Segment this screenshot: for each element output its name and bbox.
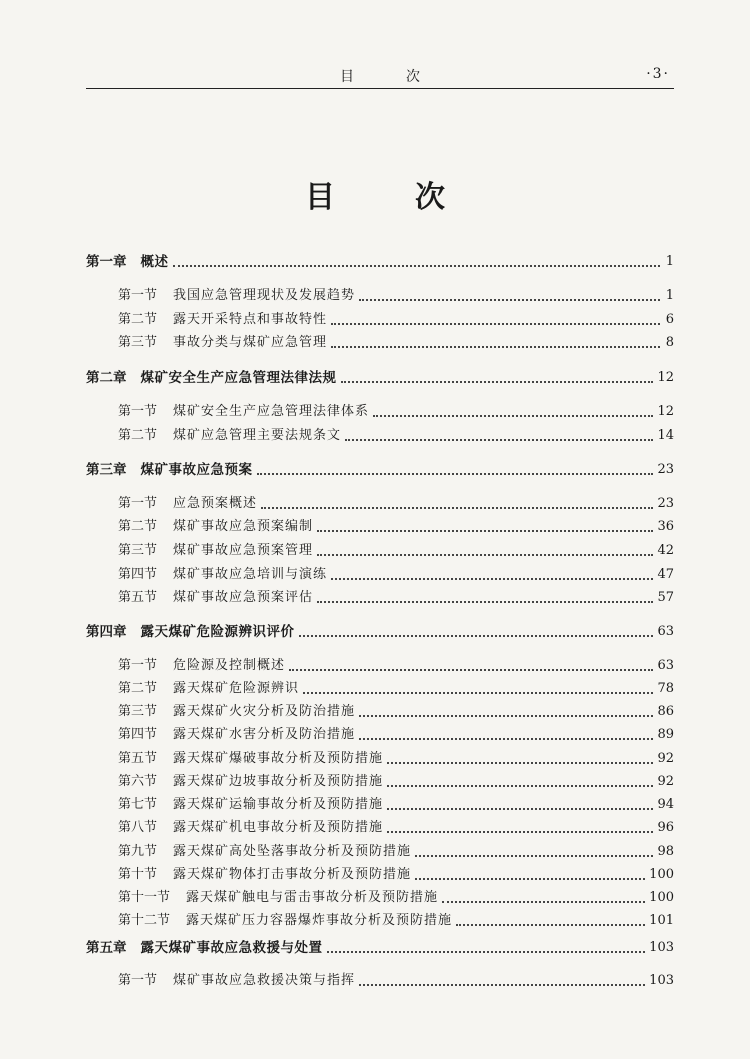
toc-entry-label: 第四节: [118, 727, 158, 742]
toc-entry-page: 14: [657, 428, 674, 443]
toc-entry-label: 第十二节: [118, 913, 171, 928]
dot-leader: [289, 669, 653, 671]
toc-section-entry: [86, 310, 674, 330]
toc-entry-page: 96: [657, 820, 674, 835]
toc-entry-label: 第三节: [118, 543, 158, 558]
toc-entry-title: 露天煤矿触电与雷击事故分析及预防措施: [186, 890, 439, 905]
toc-section-entry: [86, 971, 674, 991]
dot-leader: [415, 855, 653, 857]
toc-section-entry: [86, 286, 674, 306]
toc-section-entry: [86, 725, 674, 745]
toc-entry-label: 第四章: [86, 624, 127, 640]
dot-leader: [317, 554, 653, 556]
toc-entry-label: 第三章: [86, 462, 127, 478]
toc-entry-page: 78: [657, 681, 674, 696]
toc-entry-title: 露天煤矿高处坠落事故分析及预防措施: [173, 844, 412, 859]
dot-leader: [317, 530, 653, 532]
toc-entry-title: 煤矿事故应急预案编制: [173, 519, 314, 534]
toc-entry-label: 第二章: [86, 370, 127, 386]
toc-entry-page: 92: [657, 751, 674, 766]
toc-entry-page: 12: [657, 404, 674, 419]
toc-entry-label: 第十一节: [118, 890, 171, 905]
toc-entry-page: 12: [657, 370, 674, 385]
toc-entry-page: 63: [657, 624, 674, 639]
toc-entry-label: 第一节: [118, 973, 158, 988]
toc-entry-page: 57: [657, 590, 674, 605]
toc-entry-title: 露天煤矿事故应急救援与处置: [140, 940, 323, 956]
toc-entry-label: 第九节: [118, 844, 158, 859]
dot-leader: [387, 785, 653, 787]
toc-entry-page: 98: [657, 844, 674, 859]
toc-entry-title: 露天煤矿边坡事故分析及预防措施: [173, 774, 384, 789]
toc-entry-title: 露天开采特点和事故特性: [173, 312, 328, 327]
toc-entry-title: 应急预案概述: [173, 496, 258, 511]
toc-entry-label: 第六节: [118, 774, 158, 789]
dot-leader: [387, 831, 653, 833]
toc-entry-title: 煤矿事故应急救援决策与指挥: [173, 973, 356, 988]
toc-entry-page: 100: [649, 867, 674, 882]
toc-entry-title: 煤矿事故应急预案评估: [173, 590, 314, 605]
toc-entry-page: 101: [649, 913, 674, 928]
toc-entry-label: 第五章: [86, 940, 127, 956]
toc-chapter-entry: [86, 252, 674, 272]
header-page-number: ·3·: [646, 66, 670, 82]
toc-entry-title: 煤矿应急管理主要法规条文: [173, 428, 342, 443]
toc-entry-title: 我国应急管理现状及发展趋势: [173, 288, 356, 303]
toc-entry-title: 危险源及控制概述: [173, 658, 286, 673]
toc-entry-label: 第一节: [118, 658, 158, 673]
toc-entry-page: 1: [665, 288, 674, 303]
toc-chapter-entry: [86, 938, 674, 958]
dot-leader: [359, 738, 653, 740]
toc-chapter-entry: [86, 368, 674, 388]
toc-entry-page: 8: [665, 335, 674, 350]
toc-section-entry: [86, 842, 674, 862]
toc-section-entry: [86, 888, 674, 908]
dot-leader: [387, 808, 653, 810]
toc-section-entry: [86, 818, 674, 838]
toc-entry-label: 第五节: [118, 751, 158, 766]
toc-entry-title: 煤矿事故应急培训与演练: [173, 567, 328, 582]
toc-entry-title: 煤矿安全生产应急管理法律法规: [140, 370, 337, 386]
toc-section-entry: [86, 702, 674, 722]
dot-leader: [257, 473, 654, 475]
toc-entry-page: 23: [657, 496, 674, 511]
toc-entry-page: 36: [657, 519, 674, 534]
toc-entry-label: 第三节: [118, 335, 158, 350]
toc-section-entry: [86, 588, 674, 608]
dot-leader: [387, 762, 653, 764]
toc-entry-label: 第七节: [118, 797, 158, 812]
dot-leader: [442, 901, 645, 903]
toc-section-entry: [86, 911, 674, 931]
toc-entry-label: 第二节: [118, 681, 158, 696]
toc-entry-page: 86: [657, 704, 674, 719]
toc-entry-page: 6: [665, 312, 674, 327]
toc-entry-title: 露天煤矿爆破事故分析及预防措施: [173, 751, 384, 766]
toc-entry-page: 92: [657, 774, 674, 789]
dot-leader: [359, 299, 660, 301]
toc-entry-label: 第二节: [118, 312, 158, 327]
dot-leader: [456, 924, 645, 926]
dot-leader: [341, 381, 654, 383]
dot-leader: [331, 578, 653, 580]
dot-leader: [173, 265, 661, 267]
toc-section-entry: [86, 679, 674, 699]
toc-entry-page: 23: [657, 462, 674, 477]
toc-section-entry: [86, 865, 674, 885]
toc-entry-page: 103: [649, 940, 674, 955]
toc-entry-title: 露天煤矿压力容器爆炸事故分析及预防措施: [186, 913, 453, 928]
dot-leader: [331, 346, 660, 348]
dot-leader: [299, 635, 654, 637]
toc-entry-title: 煤矿事故应急预案管理: [173, 543, 314, 558]
dot-leader: [303, 692, 653, 694]
toc-section-entry: [86, 565, 674, 585]
toc-entry-label: 第三节: [118, 704, 158, 719]
toc-entry-page: 100: [649, 890, 674, 905]
toc-section-entry: [86, 426, 674, 446]
toc-entry-label: 第二节: [118, 519, 158, 534]
toc-chapter-entry: [86, 460, 674, 480]
dot-leader: [317, 601, 653, 603]
dot-leader: [415, 878, 645, 880]
toc-section-entry: [86, 494, 674, 514]
page-title: 目次: [305, 180, 525, 215]
toc-entry-label: 第四节: [118, 567, 158, 582]
toc-section-entry: [86, 749, 674, 769]
toc-entry-label: 第一章: [86, 254, 127, 270]
toc-entry-label: 第十节: [118, 867, 158, 882]
toc-chapter-entry: [86, 622, 674, 642]
running-header: [86, 62, 674, 89]
toc-entry-title: 露天煤矿运输事故分析及预防措施: [173, 797, 384, 812]
toc-entry-label: 第五节: [118, 590, 158, 605]
toc-section-entry: [86, 795, 674, 815]
toc-entry-title: 露天煤矿物体打击事故分析及预防措施: [173, 867, 412, 882]
toc-section-entry: [86, 402, 674, 422]
dot-leader: [327, 951, 646, 953]
toc-section-entry: [86, 333, 674, 353]
toc-entry-title: 概述: [140, 254, 169, 270]
toc-entry-title: 露天煤矿机电事故分析及预防措施: [173, 820, 384, 835]
toc-entry-title: 露天煤矿危险源辨识评价: [140, 624, 295, 640]
toc-entry-label: 第一节: [118, 404, 158, 419]
toc-entry-page: 94: [657, 797, 674, 812]
toc-entry-page: 1: [665, 254, 674, 269]
toc-section-entry: [86, 517, 674, 537]
toc-entry-title: 露天煤矿水害分析及防治措施: [173, 727, 356, 742]
toc-entry-title: 煤矿事故应急预案: [140, 462, 253, 478]
toc-entry-label: 第一节: [118, 496, 158, 511]
toc-entry-page: 103: [649, 973, 674, 988]
dot-leader: [331, 323, 660, 325]
dot-leader: [261, 507, 653, 509]
toc-section-entry: [86, 656, 674, 676]
dot-leader: [359, 715, 653, 717]
toc-entry-page: 47: [657, 567, 674, 582]
toc-entry-label: 第八节: [118, 820, 158, 835]
toc-entry-page: 42: [657, 543, 674, 558]
toc-entry-title: 露天煤矿危险源辨识: [173, 681, 300, 696]
toc-section-entry: [86, 772, 674, 792]
toc-entry-label: 第二节: [118, 428, 158, 443]
toc-entry-label: 第一节: [118, 288, 158, 303]
toc-section-entry: [86, 541, 674, 561]
dot-leader: [345, 439, 653, 441]
toc-entry-page: 63: [657, 658, 674, 673]
toc-entry-page: 89: [657, 727, 674, 742]
toc-entry-title: 露天煤矿火灾分析及防治措施: [173, 704, 356, 719]
dot-leader: [359, 984, 645, 986]
header-section-title: 目次: [340, 69, 472, 85]
toc-entry-title: 煤矿安全生产应急管理法律体系: [173, 404, 370, 419]
toc-entry-title: 事故分类与煤矿应急管理: [173, 335, 328, 350]
dot-leader: [373, 415, 653, 417]
